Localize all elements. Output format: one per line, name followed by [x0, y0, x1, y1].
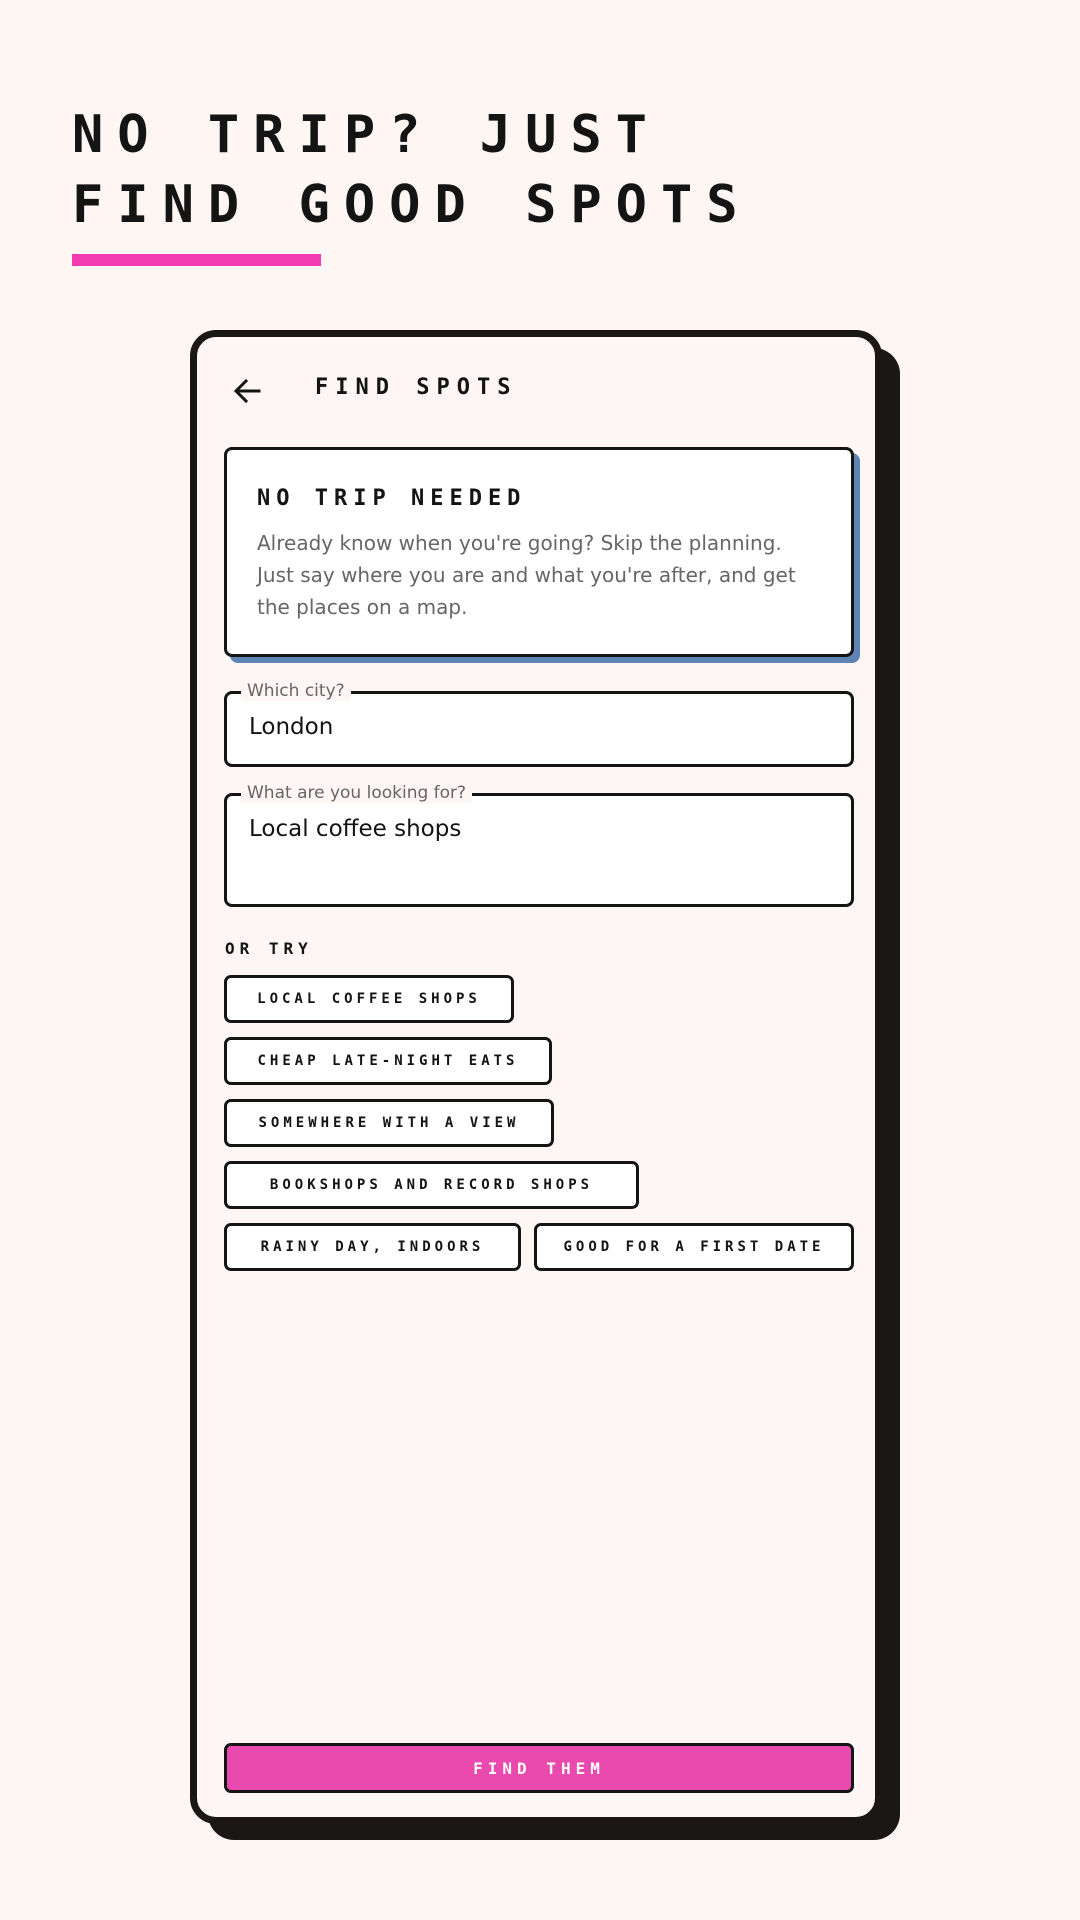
city-field — [224, 681, 854, 767]
info-card — [224, 447, 854, 657]
phone-frame — [190, 330, 882, 1824]
card-body: Already know when you're going? Skip the planning. Just say where you are and what you're after, and get the places on a map. — [257, 531, 796, 619]
screen-title: FIND SPOTS — [315, 375, 518, 400]
suggestion-chip[interactable]: LOCAL COFFEE SHOPS — [224, 975, 514, 1023]
suggestion-chip[interactable]: RAINY DAY, INDOORS — [224, 1223, 521, 1271]
city-field-label: Which city? — [241, 681, 351, 701]
arrow-left-icon[interactable] — [231, 375, 263, 407]
suggestion-chip[interactable]: BOOKSHOPS AND RECORD SHOPS — [224, 1161, 639, 1209]
looking-for-field-label: What are you looking for? — [241, 783, 472, 803]
hero-line-2: FIND GOOD SPOTS — [72, 175, 752, 235]
hero-line-1: NO TRIP? JUST — [72, 105, 661, 165]
find-them-button[interactable]: FIND THEM — [224, 1743, 854, 1793]
suggestion-chip[interactable]: SOMEWHERE WITH A VIEW — [224, 1099, 554, 1147]
top-app-bar — [197, 337, 875, 437]
looking-for-field — [224, 783, 854, 907]
city-input[interactable] — [249, 714, 829, 740]
suggestion-chip[interactable]: GOOD FOR A FIRST DATE — [534, 1223, 854, 1271]
looking-for-input[interactable] — [249, 816, 829, 886]
suggestion-chip[interactable]: CHEAP LATE-NIGHT EATS — [224, 1037, 552, 1085]
suggestions-heading: OR TRY — [225, 939, 313, 958]
accent-bar — [72, 254, 321, 266]
hero-headline — [72, 100, 752, 240]
card-title: NO TRIP NEEDED — [257, 486, 527, 511]
